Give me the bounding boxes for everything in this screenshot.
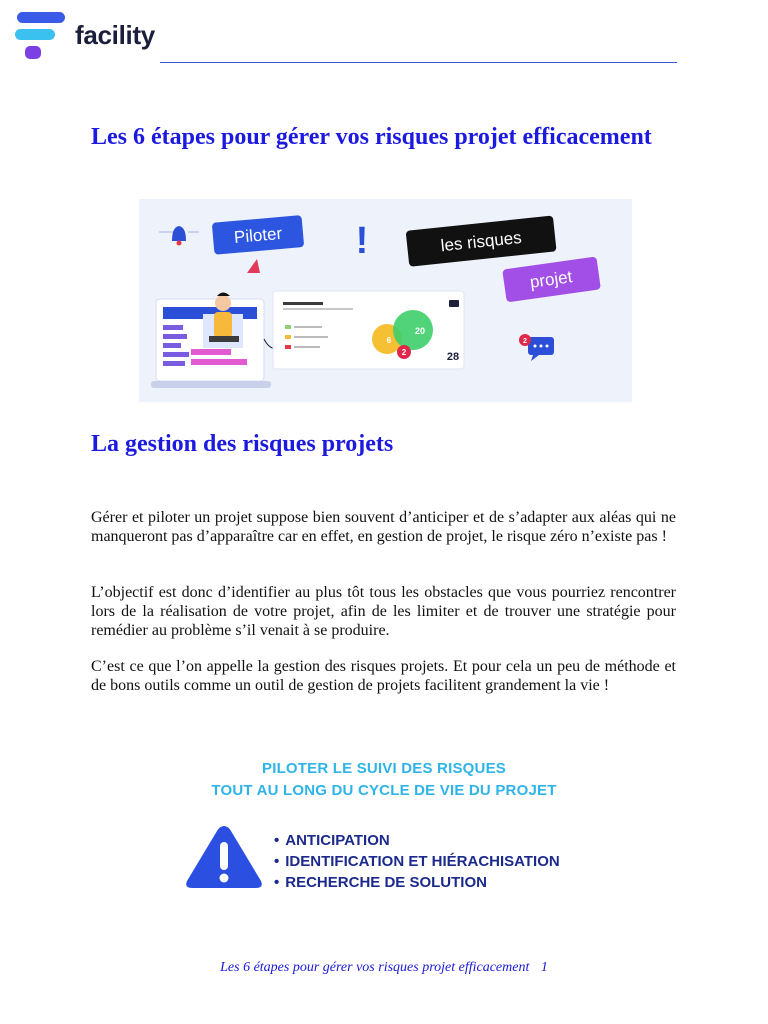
risk-dashboard-card bbox=[273, 291, 464, 369]
hero-illustration bbox=[139, 199, 632, 402]
footer-text: Les 6 étapes pour gérer vos risques projet efficacement bbox=[220, 960, 530, 975]
tag-projet-label: projet bbox=[528, 267, 574, 292]
logo-text: facility bbox=[75, 20, 155, 50]
paragraph-2: L’objectif est donc d’identifier au plus tôt tous les obstacles que vous pourriez rencontrer lors de la réalisation de votre projet, afin de les limiter et de trouver une stratégie pour remédier au problème s’il venait à se produire. bbox=[91, 584, 676, 639]
tag-risques-label: les risques bbox=[439, 227, 523, 256]
page-number: 1 bbox=[540, 960, 548, 975]
small-warning-icon bbox=[247, 259, 260, 273]
risk-heading-line-2: TOUT AU LONG DU CYCLE DE VIE DU PROJET bbox=[211, 782, 557, 799]
list-item: • IDENTIFICATION ET HIÉRACHISATION bbox=[274, 851, 560, 872]
card-total: 28 bbox=[446, 351, 460, 363]
tag-piloter-label: Piloter bbox=[233, 223, 283, 247]
page-footer bbox=[0, 960, 768, 976]
paragraph-1: Gérer et piloter un projet suppose bien souvent d’anticiper et de s’adapter aux aléas qui ne manqueront pas d’apparaître car en effet, en gestion de projet, le risque zéro n’existe pas ! bbox=[91, 509, 676, 545]
risk-heading-line-1: PILOTER LE SUIVI DES RISQUES bbox=[262, 760, 506, 777]
facility-logo-icon bbox=[15, 12, 67, 64]
exclamation-mark: ! bbox=[355, 220, 369, 262]
header-divider bbox=[160, 62, 677, 63]
paragraph-3: C’est ce que l’on appelle la gestion des risques projets. Et pour cela un peu de méthode et de bons outils comme un outil de gestion de projets facilitent grandement la vie ! bbox=[91, 658, 676, 694]
laptop-illustration bbox=[151, 293, 271, 389]
bubble-large-value: 20 bbox=[414, 326, 426, 336]
tag-piloter bbox=[212, 215, 304, 255]
card-badge: 2 bbox=[401, 348, 407, 357]
chat-icon bbox=[519, 334, 554, 361]
chat-badge: 2 bbox=[523, 338, 527, 345]
warning-triangle-icon bbox=[184, 822, 264, 892]
bell-icon bbox=[159, 226, 199, 246]
tag-risques bbox=[406, 215, 557, 266]
tag-projet bbox=[502, 256, 601, 302]
list-item: • RECHERCHE DE SOLUTION bbox=[274, 872, 560, 893]
bubble-large bbox=[393, 310, 433, 350]
risk-list bbox=[274, 830, 560, 893]
list-item: • ANTICIPATION bbox=[274, 830, 560, 851]
section-title: La gestion des risques projets bbox=[91, 431, 394, 457]
bubble-small-value: 6 bbox=[386, 336, 392, 345]
page-title: Les 6 étapes pour gérer vos risques projet efficacement bbox=[91, 124, 652, 150]
